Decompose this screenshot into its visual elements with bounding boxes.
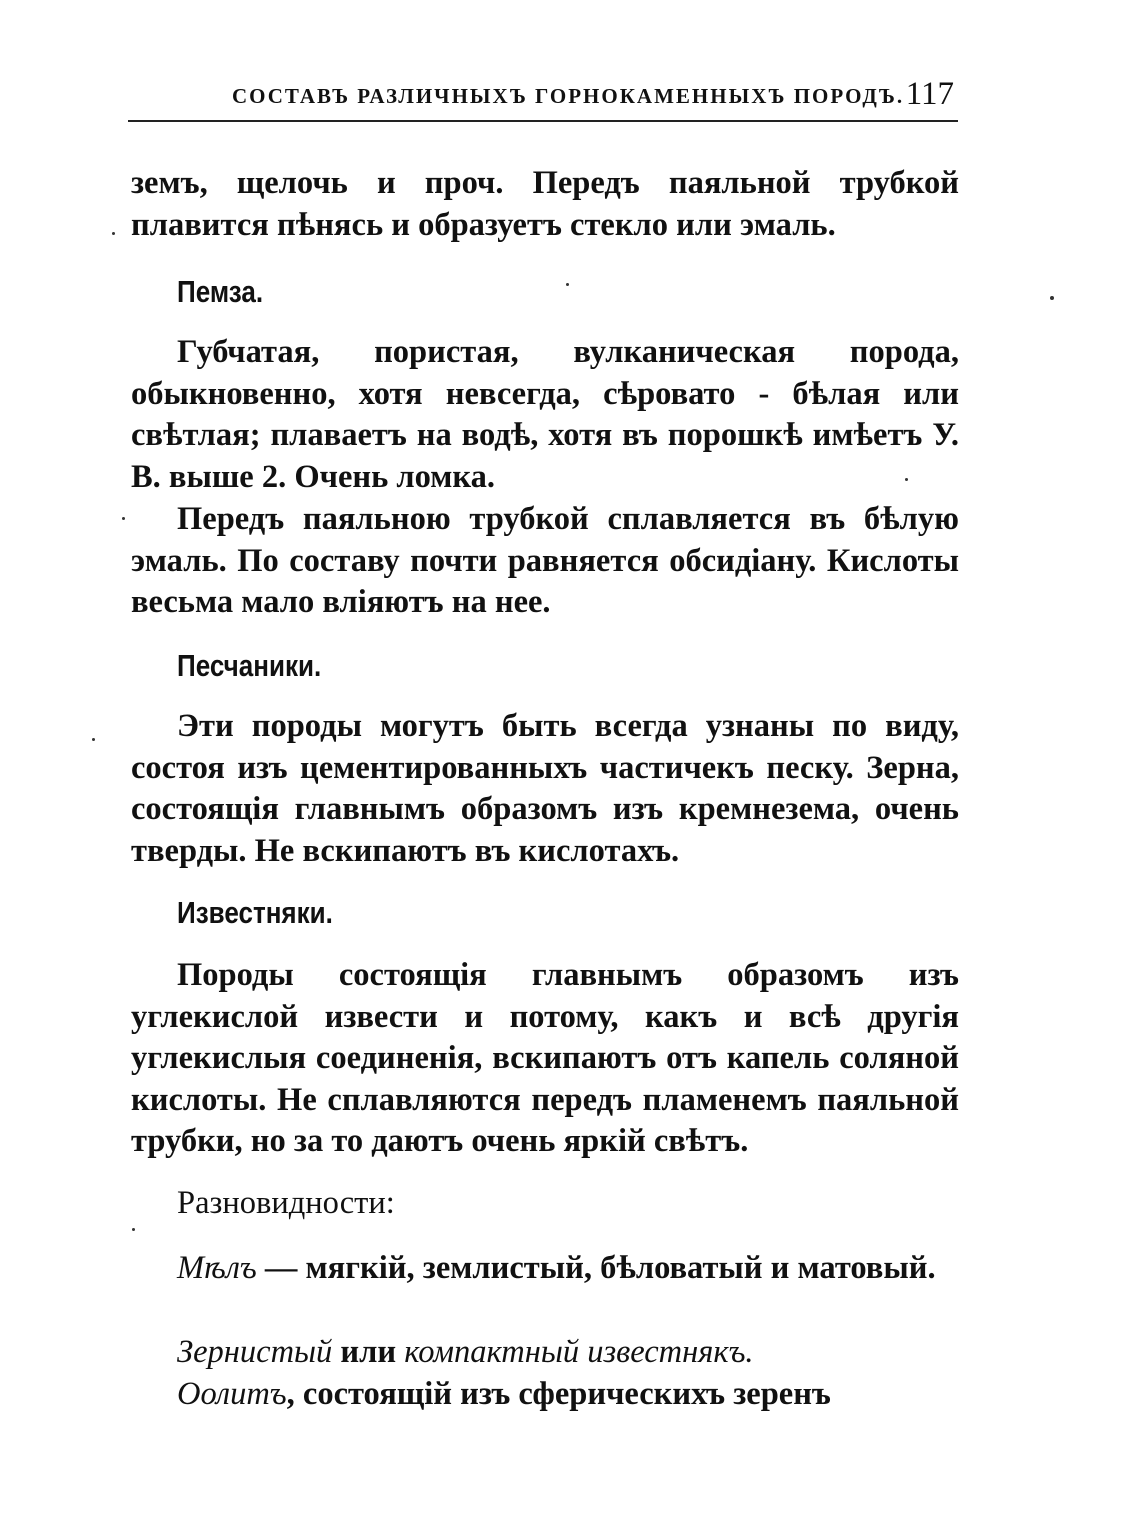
print-speck: [92, 738, 95, 741]
variety-oolite: [131, 1374, 959, 1416]
variety-term-secondary: компактный известнякъ.: [404, 1334, 754, 1370]
running-header: [128, 76, 958, 122]
paragraph-limestones: Породы состоящія главнымъ образомъ изъ углекислой извести и потому, какъ и всѣ другія углекислыя соединенія, вскипаютъ отъ капель соляной кислоты. Не сплавляются передъ пламенемъ паяльной трубки, но за то даютъ очень яркій свѣтъ.: [131, 957, 959, 1159]
section-heading-sandstones: Песчаники.: [177, 648, 322, 683]
section-heading-pumice: Пемза.: [177, 274, 264, 309]
variety-term: Мѣлъ: [177, 1250, 257, 1286]
print-speck: [112, 232, 115, 235]
print-speck: [1050, 296, 1054, 300]
variety-term: Зернистый: [177, 1334, 333, 1370]
variety-description: , состоящій изъ сферическихъ зеренъ: [286, 1376, 831, 1412]
paragraph-pumice-2: Передъ паяльною трубкой сплавляется въ бѣлую эмаль. По составу почти равняется обсидіану. Кислоты весьма мало вліяютъ на нее.: [131, 501, 959, 620]
variety-description: — мягкій, землистый, бѣловатый и матовый.: [256, 1250, 936, 1286]
variety-term: Оолитъ: [177, 1376, 287, 1412]
paragraph-pumice-1: Губчатая, пористая, вулканическая порода, обыкновенно, хотя невсегда, сѣровато - бѣлая или свѣтлая; плаваетъ на водѣ, хотя въ порошкѣ имѣетъ У. В. выше 2. Очень ломка.: [131, 334, 959, 495]
varieties-label: Разновидности:: [177, 1185, 395, 1221]
print-speck: [566, 283, 569, 286]
print-speck: [132, 1228, 135, 1231]
intro-paragraph: земъ, щелочь и проч. Передъ паяльной трубкой плавится пѣнясь и образуетъ стекло или эмаль.: [131, 165, 959, 243]
page-number: 117: [905, 76, 954, 112]
paragraph-sandstones: Эти породы могутъ быть всегда узнаны по виду, состоя изъ цементированныхъ частичекъ песку. Зерна, состоящія главнымъ образомъ изъ кремнезема, очень тверды. Не вскипаютъ въ кислотахъ.: [131, 708, 959, 869]
print-speck: [905, 478, 908, 481]
variety-connector: или: [332, 1334, 405, 1370]
section-heading-limestones: Известняки.: [177, 895, 333, 930]
variety-chalk: [131, 1248, 959, 1290]
variety-granular-limestone: [131, 1332, 959, 1374]
running-title: СОСТАВЪ РАЗЛИЧНЫХЪ ГОРНОКАМЕННЫХЪ ПОРОДЪ.: [232, 84, 905, 108]
print-speck: [122, 517, 125, 520]
